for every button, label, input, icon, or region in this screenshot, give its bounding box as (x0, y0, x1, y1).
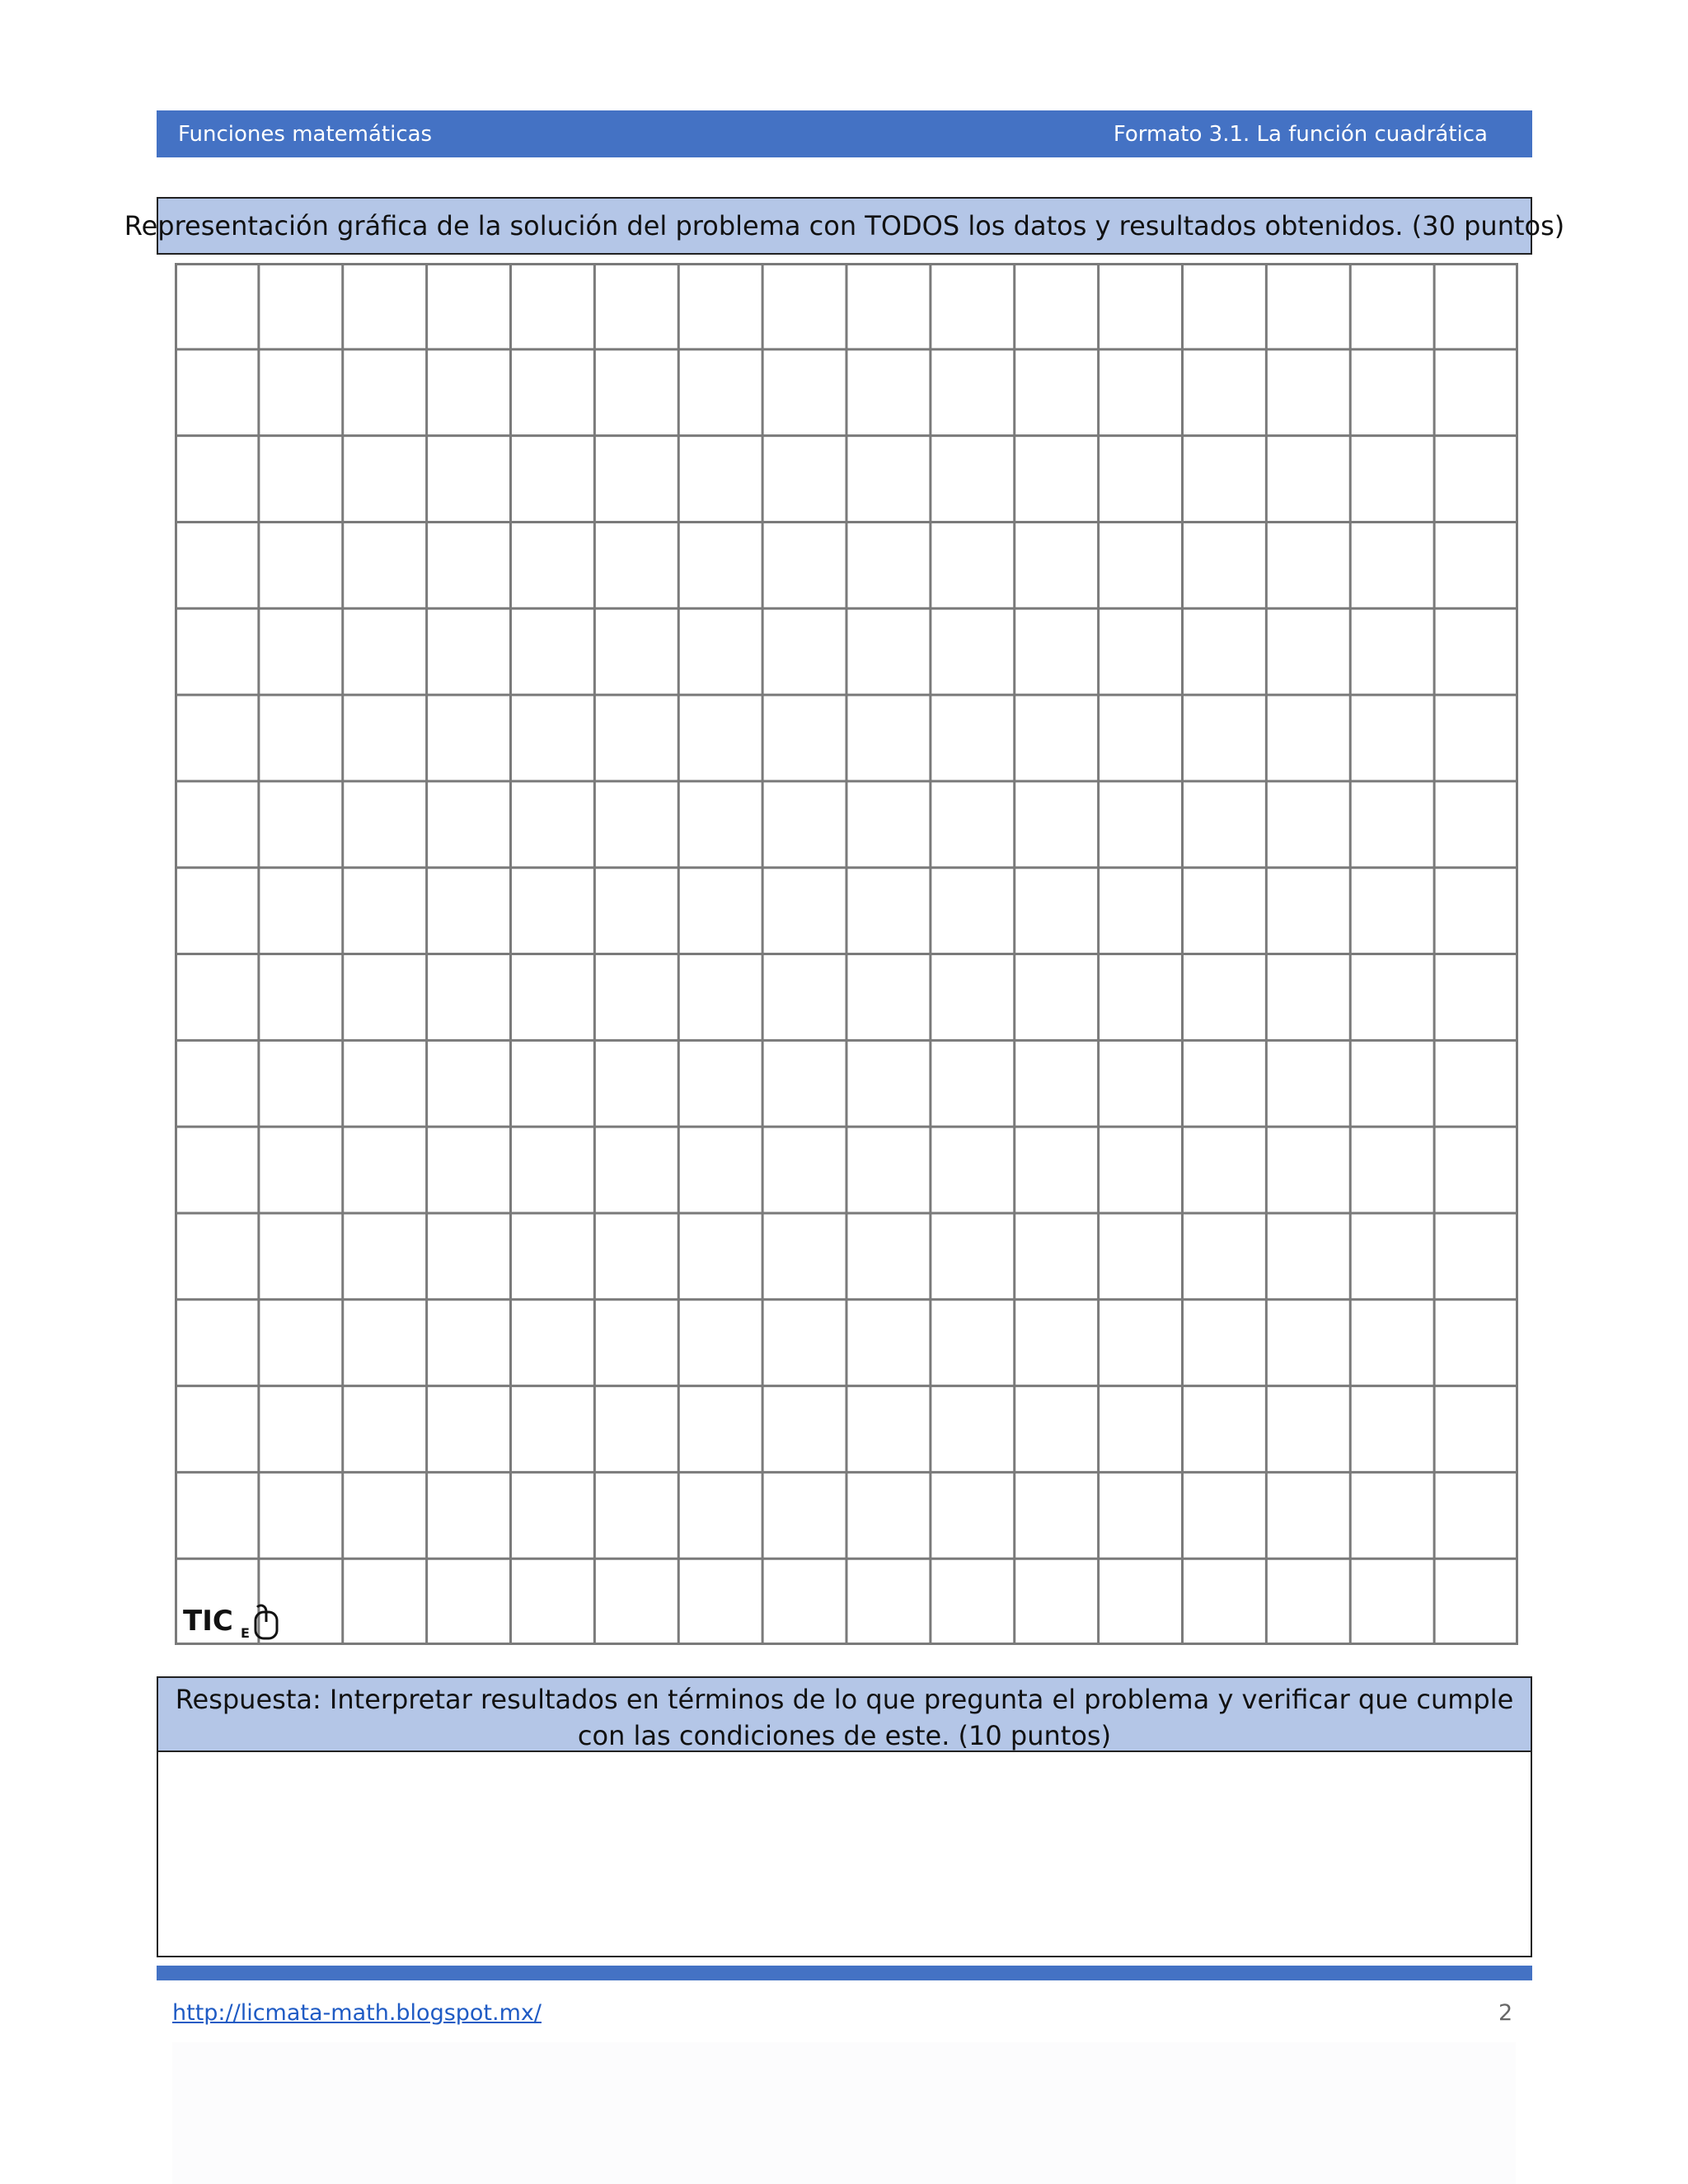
graph-grid[interactable] (175, 263, 1518, 1645)
page-header (157, 110, 1532, 157)
answer-section-title: Respuesta: Interpretar resultados en términos de lo que pregunta el problema y verificar que cumple con las condiciones de este. (10 puntos) (158, 1678, 1531, 1752)
header-subject: Funciones matemáticas (178, 122, 433, 147)
tic-logo-sub-letter: E (241, 1625, 250, 1640)
footer-bar (157, 1966, 1532, 1980)
tic-logo (181, 1599, 284, 1640)
answer-input-area[interactable] (158, 1752, 1531, 1956)
page-bottom-area (172, 2042, 1516, 2184)
mouse-icon (256, 1605, 277, 1638)
tic-logo-text: TIC (183, 1605, 233, 1638)
graph-grid-svg (175, 263, 1518, 1645)
answer-box (157, 1676, 1532, 1957)
graph-section-title (124, 197, 1565, 255)
footer-link[interactable]: http://licmata-math.blogspot.mx/ (172, 2000, 542, 2026)
page-number: 2 (1498, 2000, 1513, 2026)
graph-section-title-text: Representación gráfica de la solución del problema con TODOS los datos y resultados obtenidos. (30 puntos) (124, 210, 1565, 241)
header-format-title: Formato 3.1. La función cuadrática (1113, 122, 1488, 147)
